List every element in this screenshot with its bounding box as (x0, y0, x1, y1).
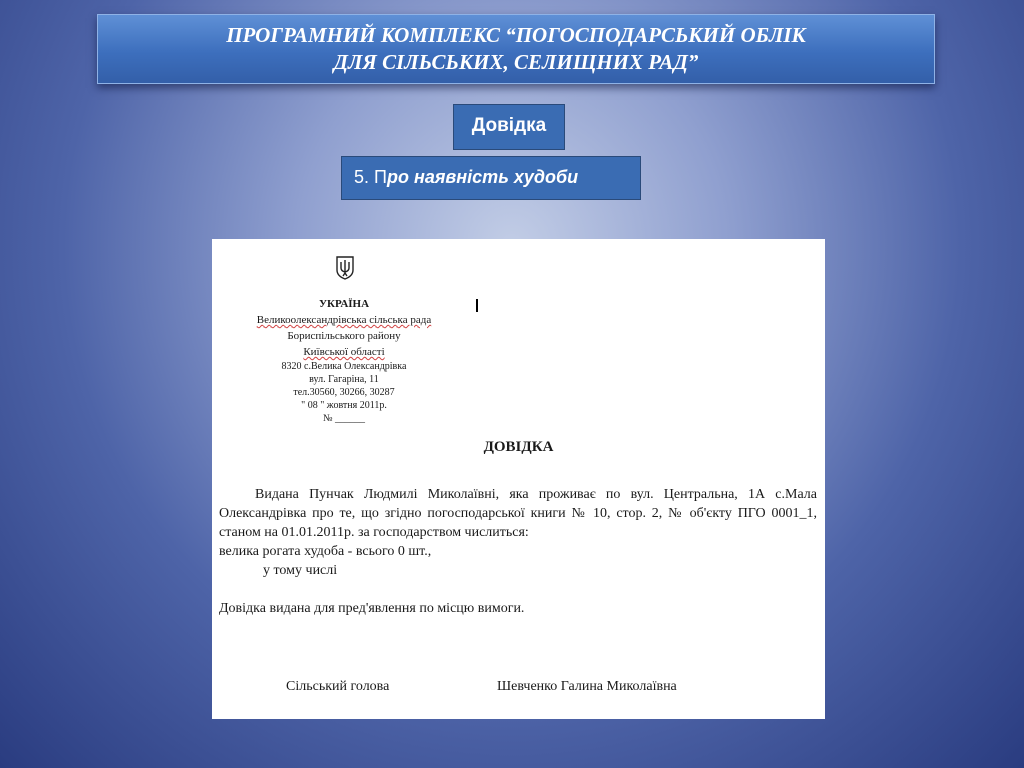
date-line: " 08 " жовтня 2011р. (301, 400, 387, 411)
header-country: УКРАЇНА (318, 298, 370, 310)
document-header (230, 296, 458, 425)
including-line: у тому числі (263, 563, 338, 578)
header-district: Бориспільського району (287, 330, 401, 342)
document-title: ДОВІДКА (483, 439, 554, 455)
title-line-2: ДЛЯ СІЛЬСЬКИХ, СЕЛИЩНИХ РАД” (333, 50, 699, 74)
cattle-line: велика рогата худоба - всього 0 шт., (219, 544, 432, 559)
subtitle-text: ро наявність худоби (386, 167, 579, 187)
title-banner (97, 14, 935, 84)
title-line-1: ПРОГРАМНИЙ КОМПЛЕКС “ПОГОСПОДАРСЬКИЙ ОБЛІК (226, 23, 806, 47)
text-cursor-mark (476, 299, 478, 312)
subtitle-badge (341, 156, 641, 200)
signature-role: Сільський голова (286, 679, 390, 694)
purpose-line: Довідка видана для пред'явлення по місцю вимоги. (219, 601, 525, 616)
phone-line: тел.30560, 30266, 30287 (293, 387, 395, 398)
body-paragraph: Видана Пунчак Людмилі Миколаївні, яка проживає по вул. Центральна, 1А с.Мала Олександрівка про те, що згідно погосподарської книги № 10, стор. 2, № об'єкту ПГО 0001_1, станом на 01.01.2011р. за господарством числиться: (219, 487, 817, 540)
document-page (212, 239, 825, 719)
subtitle-number: 5. П (354, 167, 387, 187)
trident-emblem-icon (336, 256, 354, 280)
signature-name: Шевченко Галина Миколаївна (497, 679, 677, 694)
header-region: Київської області (303, 346, 385, 358)
dovidka-badge: Довідка (453, 104, 565, 150)
address-line: вул. Гагаріна, 11 (309, 374, 379, 385)
document-body (219, 485, 817, 618)
header-council: Великоолександрівська сільська рада (256, 314, 432, 326)
address-line: 8320 с.Велика Олександрівка (281, 361, 407, 372)
number-line: № ______ (322, 413, 366, 424)
